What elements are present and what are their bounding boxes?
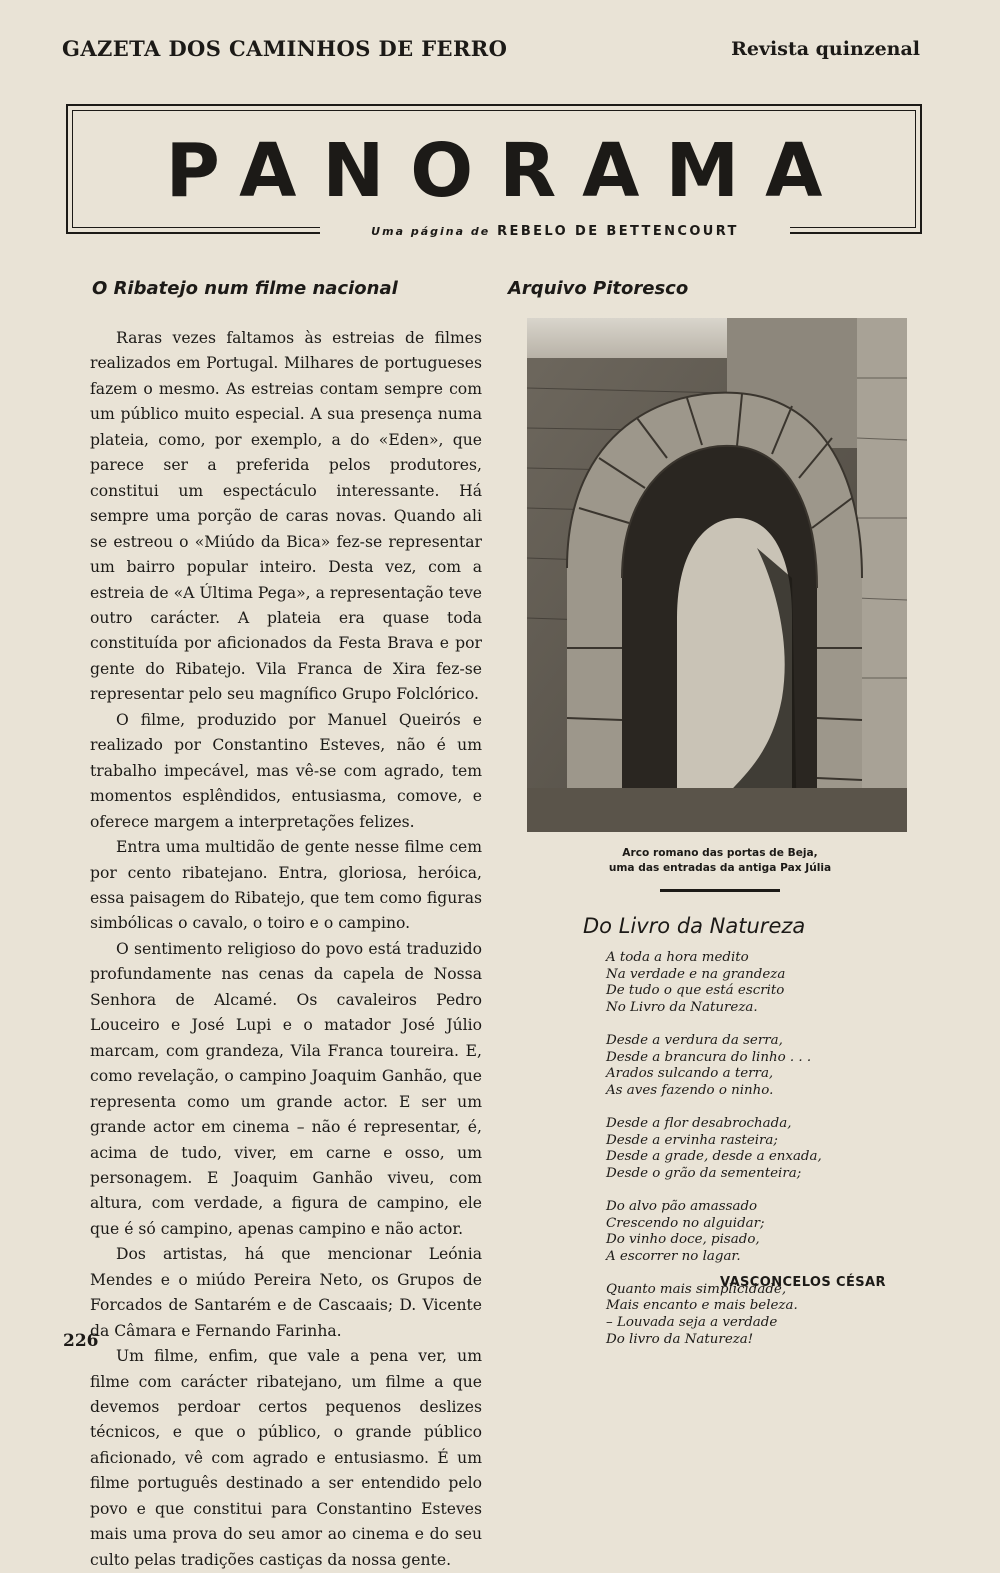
article-body bbox=[90, 326, 482, 1573]
poem-stanza bbox=[606, 1282, 906, 1348]
article-paragraph: Um filme, enfim, que vale a pena ver, um filme com carácter ribatejano, um filme a que devemos perdoar certos pequenos deslizes técnicos, e que o público, o grande público aficionado, vê com agrado e entusiasmo. É um filme português destinado a ser entendido pelo povo e que constitui para Constantino Esteves mais uma prova do seu amor ao cinema e do seu culto pelas tradições castiças da nossa gente. bbox=[90, 1347, 482, 1569]
poem-line: No Livro da Natureza. bbox=[606, 999, 758, 1015]
caption-line: Arco romano das portas de Beja, bbox=[622, 847, 818, 859]
poem-line: Desde a flor desabrochada, bbox=[606, 1115, 792, 1131]
arch-illustration bbox=[527, 318, 907, 832]
poem-stanza bbox=[606, 1199, 906, 1265]
poem-line: Desde a ervinha rasteira; bbox=[606, 1132, 778, 1148]
journal-frequency: Revista quinzenal bbox=[731, 38, 920, 60]
byline-prefix: Uma página de bbox=[371, 225, 491, 238]
byline-author: REBELO DE BETTENCOURT bbox=[497, 224, 739, 239]
poem-line: Desde a grade, desde a enxada, bbox=[606, 1149, 822, 1165]
poem-line: – Louvada seja a verdade bbox=[606, 1315, 778, 1331]
poem-line: De tudo o que está escrito bbox=[606, 983, 785, 999]
poem-line: A toda a hora medito bbox=[606, 950, 749, 965]
poem-author: VASCONCELOS CÉSAR bbox=[720, 1275, 886, 1290]
poem-line: Desde o grão da sementeira; bbox=[606, 1165, 802, 1181]
article-paragraph: Entra uma multidão de gente nesse filme cem por cento ribatejano. Entra, gloriosa, heróica, essa paisagem do Ribatejo, que tem como figuras simbólicas o cavalo, o toiro e o campino. bbox=[90, 838, 482, 933]
byline bbox=[320, 224, 790, 244]
divider-rule bbox=[660, 889, 780, 892]
page-number: 226 bbox=[63, 1331, 99, 1351]
poem-line: Do vinho doce, pisado, bbox=[606, 1232, 760, 1248]
poem-title: Do Livro da Natureza bbox=[583, 914, 806, 938]
poem-line: Desde a verdura da serra, bbox=[606, 1032, 783, 1048]
masthead-title: PANORAMA bbox=[165, 128, 849, 214]
roman-arch-photo bbox=[527, 318, 907, 832]
article-paragraph: O sentimento religioso do povo está traduzido profundamente nas cenas da capela de Nossa Senhora de Alcamé. Os cavaleiros Pedro Louceiro e José Lupi e o matador José Júlio marcam, com grandeza, Vila Franca toureira. E, como revelação, o campino Joaquim Ganhão, que representa como um grande actor. E ser um grande actor em cinema – não é representar, é, acima de tudo, viver, em carne e osso, um personagem. E Joaquim Ganhão viveu, com altura, com verdade, a figura de campino, ele que é só campino, apenas campino e não actor. bbox=[90, 939, 482, 1238]
poem-line: Desde a brancura do linho . . . bbox=[606, 1049, 812, 1065]
masthead-frame bbox=[66, 104, 922, 234]
poem-line: Do alvo pão amassado bbox=[606, 1198, 758, 1214]
caption-line: uma das entradas da antiga Pax Júlia bbox=[608, 862, 832, 874]
journal-title: GAZETA DOS CAMINHOS DE FERRO bbox=[62, 36, 508, 61]
poem-line: Na verdade e na grandeza bbox=[606, 966, 786, 982]
article-paragraph: O filme, produzido por Manuel Queirós e realizado por Constantino Esteves, não é um trabalho impecável, mas vê-se com agrado, tem momentos esplêndidos, entusiasma, comove, e oferece margem a interpretações felizes. bbox=[90, 710, 482, 831]
poem-line: Quanto mais simplicidade, bbox=[606, 1281, 787, 1297]
poem-stanza bbox=[606, 1033, 906, 1099]
poem-line: As aves fazendo o ninho. bbox=[606, 1082, 774, 1098]
poem bbox=[606, 950, 906, 1365]
poem-stanza bbox=[606, 1116, 906, 1182]
poem-line: Do livro da Natureza! bbox=[606, 1331, 754, 1347]
left-article-heading: O Ribatejo num filme nacional bbox=[92, 278, 398, 299]
photo-caption bbox=[560, 846, 880, 876]
poem-line: A escorrer no lagar. bbox=[606, 1248, 741, 1264]
article-paragraph: Raras vezes faltamos às estreias de filmes realizados em Portugal. Milhares de portugueses fazem o mesmo. As estreias contam sempre com um público muito especial. A sua presença numa plateia, como, por exemplo, a do «Eden», que parece ser a preferida pelos produtores, constitui um espectáculo interessante. Há sempre uma porção de caras novas. Quando ali se estreou o «Miúdo da Bica» fez-se representar um bairro popular inteiro. Desta vez, com a estreia de «A Última Pega», a representação teve outro carácter. A plateia era quase toda constituída por aficionados da Festa Brava e por gente do Ribatejo. Vila Franca de Xira fez-se representar pelo seu magnífico Grupo Folclórico. bbox=[90, 329, 482, 704]
poem-stanza bbox=[606, 950, 906, 1016]
poem-line: Crescendo no alguidar; bbox=[606, 1215, 765, 1231]
right-section-heading: Arquivo Pitoresco bbox=[508, 278, 689, 299]
article-paragraph: Dos artistas, há que mencionar Leónia Mendes e o miúdo Pereira Neto, os Grupos de Forcados de Santarém e de Cascaais; D. Vicente da Câmara e Fernando Farinha. bbox=[90, 1245, 482, 1340]
poem-line: Arados sulcando a terra, bbox=[606, 1066, 774, 1082]
poem-line: Mais encanto e mais beleza. bbox=[606, 1298, 798, 1314]
